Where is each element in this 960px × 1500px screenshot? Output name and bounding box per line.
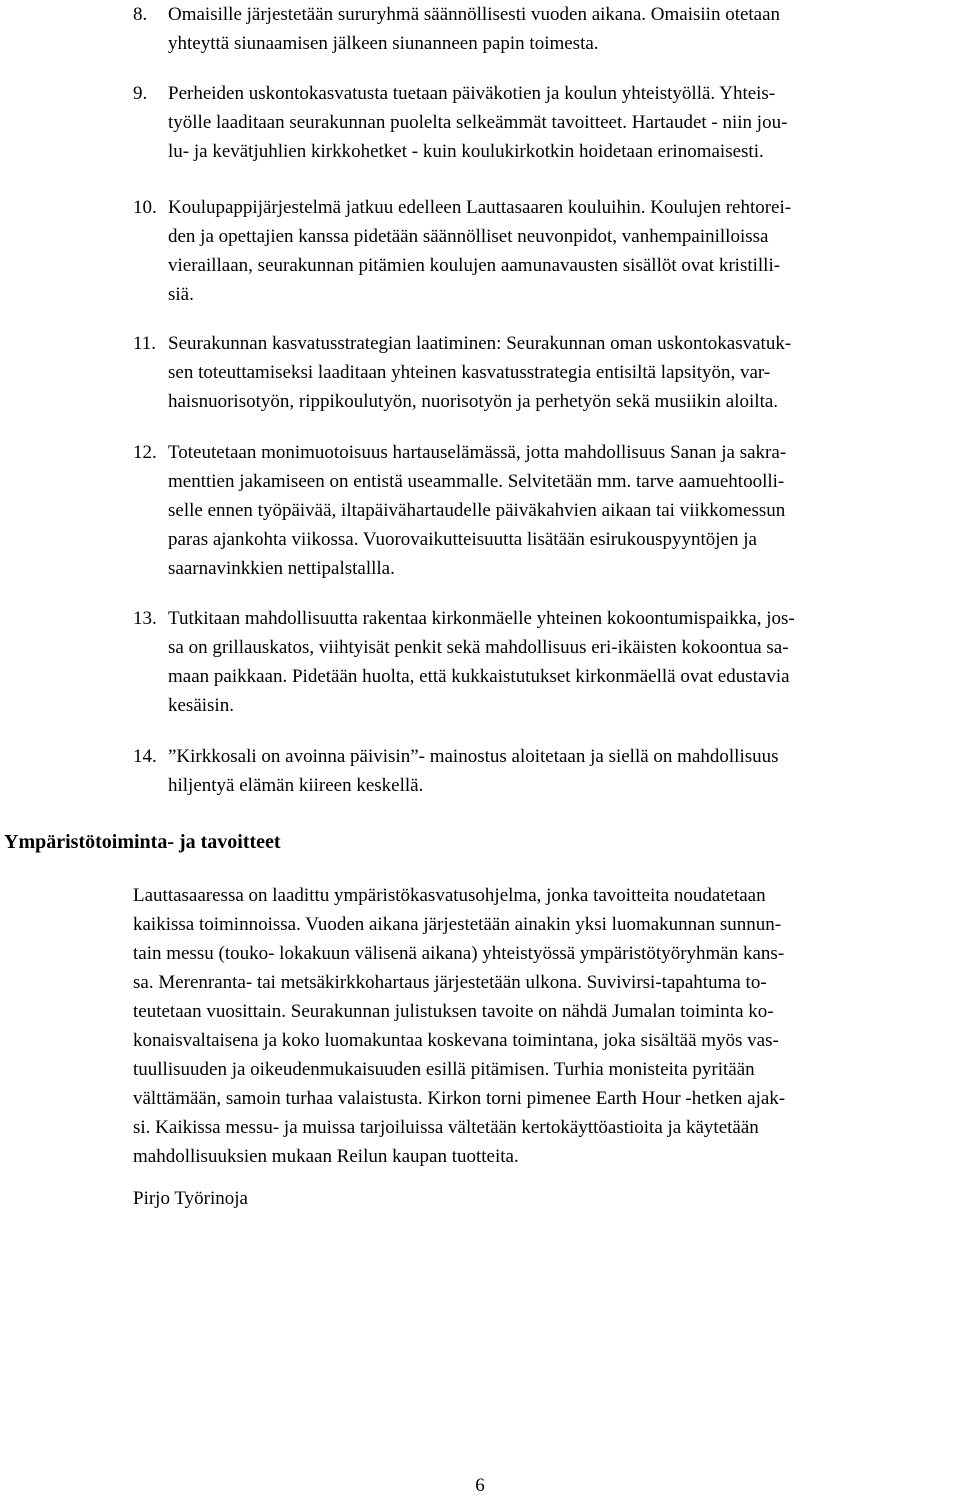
item-number: 8.: [133, 4, 148, 25]
text-line: Omaisille järjestetään sururyhmä säännöllisesti vuoden aikana. Omaisiin otetaan: [168, 4, 781, 25]
text-line: menttien jakamiseen on entistä useammalle. Selvitetään mm. tarve aamuehtoolli-: [168, 471, 785, 492]
item-text: [168, 329, 953, 416]
item-text: [168, 604, 953, 720]
text-line: sen toteuttamiseksi laaditaan yhteinen kasvatusstrategia entisiltä lapsityön, var-: [168, 362, 771, 383]
paragraph-line: tain messu (touko- lokakuun välisenä aikana) yhteistyössä ympäristötyöryhmän kans-: [133, 943, 785, 964]
text-line: Toteutetaan monimuotoisuus hartauselämässä, jotta mahdollisuus Sanan ja sakra-: [168, 442, 787, 463]
text-line: kesäisin.: [168, 695, 234, 716]
text-line: vieraillaan, seurakunnan pitämien koulujen aamunavausten sisällöt ovat kristilli-: [168, 255, 781, 276]
paragraph-line: sa. Merenranta- tai metsäkirkkohartaus järjestetään ulkona. Suvivirsi-tapahtuma to-: [133, 972, 767, 993]
paragraph-line: kaikissa toiminnoissa. Vuoden aikana järjestetään ainakin yksi luomakunnan sunnun-: [133, 914, 782, 935]
text-line: den ja opettajien kanssa pidetään säännölliset neuvonpidot, vanhempainilloissa: [168, 226, 769, 247]
item-number: 13.: [133, 608, 157, 629]
text-line: Seurakunnan kasvatusstrategian laatiminen: Seurakunnan oman uskontokasvatuk-: [168, 333, 792, 354]
paragraph-line: konaisvaltaisena ja koko luomakuntaa koskevana toimintana, joka sisältää myös vas-: [133, 1030, 779, 1051]
paragraph-line: teutetaan vuosittain. Seurakunnan julistuksen tavoite on nähdä Jumalan toiminta ko-: [133, 1001, 774, 1022]
text-line: lu- ja kevätjuhlien kirkkohetket - kuin koulukirkotkin hoidetaan erinomaisesti.: [168, 141, 764, 162]
item-number: 9.: [133, 83, 148, 104]
item-number: 11.: [133, 333, 157, 354]
item-text: [168, 742, 953, 800]
text-line: ”Kirkkosali on avoinna päivisin”- mainostus aloitetaan ja siellä on mahdollisuus: [168, 746, 779, 767]
text-line: Tutkitaan mahdollisuutta rakentaa kirkonmäelle yhteinen kokoontumispaikka, jos-: [168, 608, 795, 629]
text-line: yhteyttä siunaamisen jälkeen siunanneen papin toimesta.: [168, 33, 599, 54]
text-line: maan paikkaan. Pidetään huolta, että kukkaistutukset kirkonmäellä ovat edustavia: [168, 666, 790, 687]
item-number: 14.: [133, 746, 157, 767]
author-signature: Pirjo Työrinoja: [133, 1188, 248, 1209]
page-number: 6: [475, 1475, 485, 1496]
item-number: 10.: [133, 197, 157, 218]
item-text: [168, 438, 953, 583]
paragraph-line: Lauttasaaressa on laadittu ympäristökasvatusohjelma, jonka tavoitteita noudatetaan: [133, 885, 766, 906]
item-number: 12.: [133, 442, 157, 463]
text-line: Koulupappijärjestelmä jatkuu edelleen Lauttasaaren kouluihin. Koulujen rehtorei-: [168, 197, 792, 218]
section-paragraph: [133, 881, 953, 1171]
item-text: [168, 0, 953, 58]
paragraph-line: si. Kaikissa messu- ja muissa tarjoiluissa vältetään kertokäyttöastioita ja käytetään: [133, 1117, 759, 1138]
text-line: hiljentyä elämän kiireen keskellä.: [168, 775, 424, 796]
section-heading: Ympäristötoiminta- ja tavoitteet: [4, 831, 281, 853]
text-line: haisnuorisotyön, rippikoulutyön, nuorisotyön ja perhetyön sekä musiikin aloilta.: [168, 391, 779, 412]
text-line: työlle laaditaan seurakunnan puolelta selkeämmät tavoitteet. Hartaudet - niin jou-: [168, 112, 788, 133]
text-line: paras ajankohta viikossa. Vuorovaikutteisuutta lisätään esirukouspyyntöjen ja: [168, 529, 757, 550]
text-line: siä.: [168, 284, 194, 305]
item-text: [168, 79, 953, 166]
text-line: sa on grillauskatos, viihtyisät penkit sekä mahdollisuus eri-ikäisten kokoontua sa-: [168, 637, 789, 658]
paragraph-line: välttämään, samoin turhaa valaistusta. Kirkon torni pimenee Earth Hour -hetken ajak-: [133, 1088, 786, 1109]
text-line: saarnavinkkien nettipalstallla.: [168, 558, 395, 579]
text-line: selle ennen työpäivää, iltapäivähartaudelle päiväkahvien aikaan tai viikkomessun: [168, 500, 786, 521]
paragraph-line: tuullisuuden ja oikeudenmukaisuuden esillä pitämisen. Turhia monisteita pyritään: [133, 1059, 755, 1080]
item-text: [168, 193, 953, 309]
text-line: Perheiden uskontokasvatusta tuetaan päiväkotien ja koulun yhteistyöllä. Yhteis-: [168, 83, 776, 104]
paragraph-line: mahdollisuuksien mukaan Reilun kaupan tuotteita.: [133, 1146, 519, 1167]
